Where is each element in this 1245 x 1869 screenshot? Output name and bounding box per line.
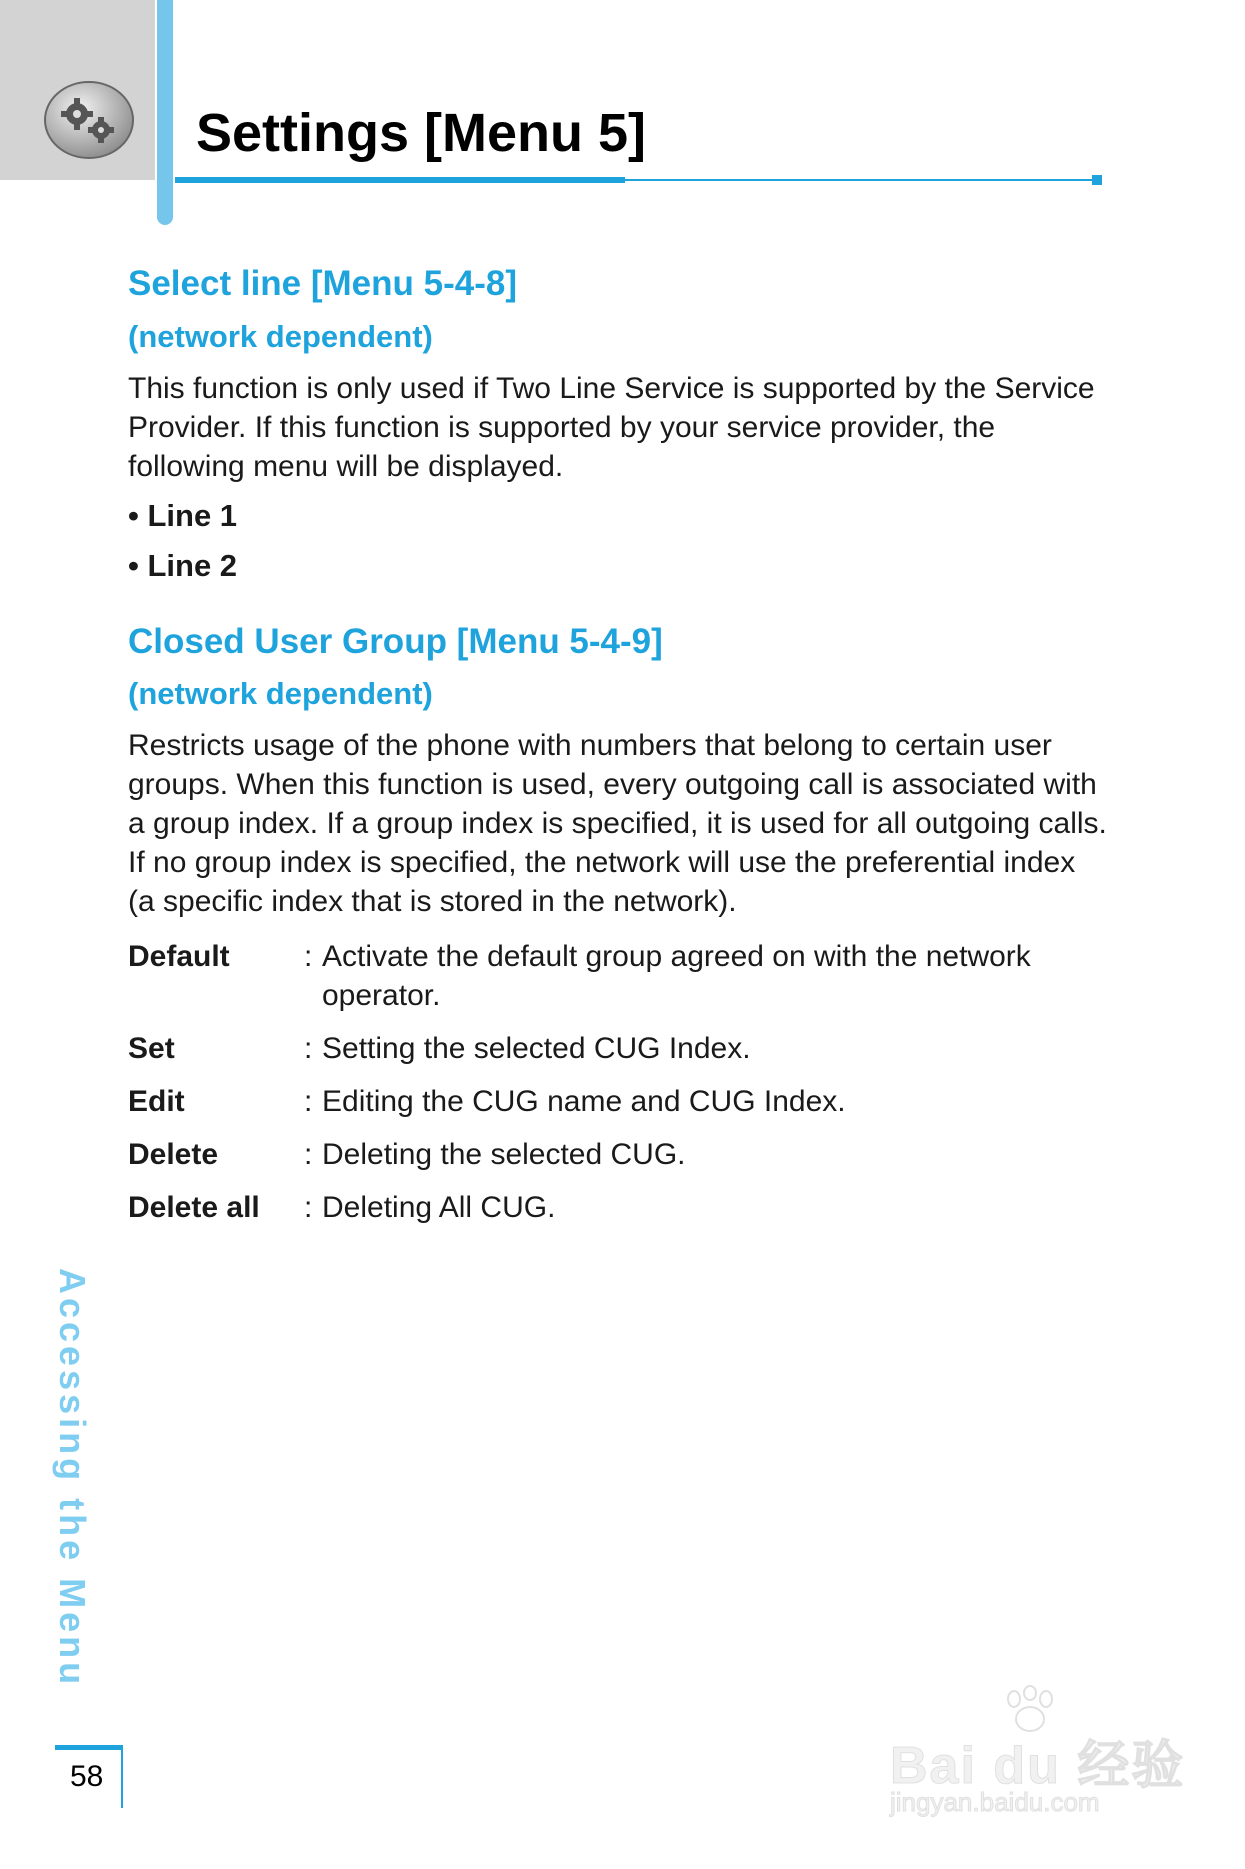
side-section-label: Accessing the Menu: [52, 1268, 93, 1689]
gear-icon: [43, 80, 135, 160]
bullet-item: • Line 1: [128, 497, 238, 533]
definition-term: Delete all: [128, 1191, 260, 1224]
definition-row: [128, 1082, 1108, 1121]
watermark-text: Bai du 经验: [890, 1737, 1186, 1795]
definition-colon: :: [304, 940, 313, 973]
definition-list: [128, 937, 1108, 1227]
definition-colon: :: [304, 1032, 313, 1065]
section-body: This function is only used if Two Line Service is supported by the Service Provider. If this function is supported by your service provider, the following menu will be displayed.: [128, 371, 1095, 483]
definition-desc: Editing the CUG name and CUG Index.: [322, 1085, 846, 1118]
page-number-rule: [55, 1745, 123, 1750]
section-subheading: (network dependent): [128, 676, 433, 712]
definition-colon: :: [304, 1085, 313, 1118]
title-underline: [175, 177, 625, 183]
section-select-line: [128, 262, 1108, 586]
section-closed-user-group: [128, 620, 1108, 1228]
definition-row: [128, 1188, 1108, 1227]
header-vertical-bar: [157, 0, 173, 225]
definition-desc: Deleting the selected CUG.: [322, 1138, 686, 1171]
definition-term: Set: [128, 1032, 175, 1065]
page-title: Settings [Menu 5]: [196, 103, 647, 163]
definition-term: Default: [128, 940, 230, 973]
title-rule: [625, 179, 1095, 181]
section-heading: Closed User Group [Menu 5-4-9]: [128, 621, 663, 661]
definition-colon: :: [304, 1138, 313, 1171]
page-number-vertical-rule: [121, 1750, 123, 1808]
definition-colon: :: [304, 1191, 313, 1224]
section-subheading: (network dependent): [128, 318, 433, 354]
definition-desc: Setting the selected CUG Index.: [322, 1032, 751, 1065]
definition-row: [128, 1135, 1108, 1174]
definition-desc: Activate the default group agreed on with the network operator.: [322, 940, 1031, 1012]
page-number: 58: [70, 1760, 104, 1793]
definition-row: [128, 937, 1108, 1015]
section-heading: Select line [Menu 5-4-8]: [128, 264, 517, 303]
definition-term: Delete: [128, 1138, 219, 1171]
definition-row: [128, 1029, 1108, 1068]
watermark-url: jingyan.baidu.com: [890, 1787, 1100, 1817]
definition-term: Edit: [128, 1085, 185, 1118]
baidu-watermark: [880, 1685, 1186, 1825]
section-body: Restricts usage of the phone with numbers that belong to certain user groups. When this function is used, every outgoing call is associated with a group index. If a group index is specified, it is used for all outgoing calls. If no group index is specified, the network will use the preferential index (a specific index that is stored in the network).: [128, 729, 1107, 918]
title-rule-end-dot: [1092, 175, 1102, 185]
bullet-item: • Line 2: [128, 547, 238, 583]
page-content: [128, 262, 1108, 1241]
definition-desc: Deleting All CUG.: [322, 1191, 556, 1224]
